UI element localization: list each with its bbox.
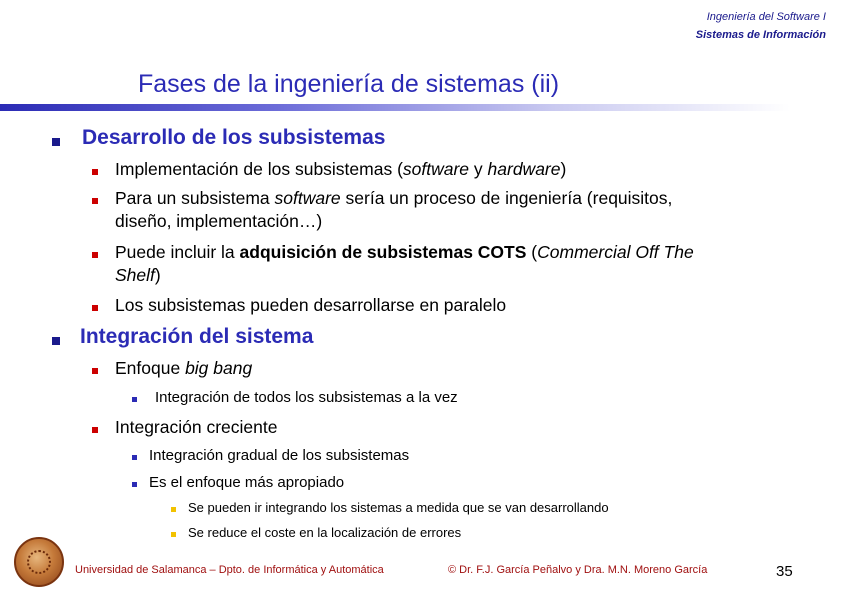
- list-item-subsistema-software: Para un subsistema software sería un proceso de ingeniería (requisitos,: [115, 188, 673, 208]
- sub-item-gradual: Integración gradual de los subsistemas: [149, 447, 410, 464]
- footer-copyright: © Dr. F.J. García Peñalvo y Dra. M.N. Moreno García: [448, 564, 708, 576]
- title-gradient-bar: [0, 104, 790, 111]
- bullet-square-icon: [171, 532, 176, 537]
- list-item-implementacion: Implementación de los subsistemas (software y hardware): [115, 159, 567, 179]
- list-item-subsistema-software-cont: diseño, implementación…): [115, 211, 323, 231]
- section-heading-integracion: Integración del sistema: [80, 325, 314, 348]
- header-course: Ingeniería del Software I: [706, 11, 826, 23]
- sub-sub-item-integrando: Se pueden ir integrando los sistemas a medida que se van desarrollando: [188, 500, 609, 515]
- university-seal-logo: [14, 537, 64, 587]
- bullet-square-icon: [52, 138, 60, 146]
- slide-title: Fases de la ingeniería de sistemas (ii): [138, 70, 560, 98]
- footer-university: Universidad de Salamanca – Dpto. de Informática y Automática: [75, 564, 384, 576]
- list-item-cots-cont: Shelf): [115, 265, 161, 285]
- header-subject: Sistemas de Información: [695, 29, 826, 41]
- bullet-square-icon: [92, 368, 98, 374]
- bullet-square-icon: [132, 397, 137, 402]
- list-item-big-bang: Enfoque big bang: [115, 358, 253, 378]
- sub-item-todos-a-la-vez: Integración de todos los subsistemas a la vez: [155, 389, 458, 406]
- bullet-square-icon: [92, 427, 98, 433]
- sub-sub-item-coste: Se reduce el coste en la localización de errores: [188, 525, 462, 540]
- list-item-paralelo: Los subsistemas pueden desarrollarse en paralelo: [115, 295, 507, 315]
- bullet-square-icon: [171, 507, 176, 512]
- bullet-square-icon: [92, 198, 98, 204]
- section-heading-desarrollo: Desarrollo de los subsistemas: [82, 126, 386, 149]
- bullet-square-icon: [92, 305, 98, 311]
- sub-item-apropiado: Es el enfoque más apropiado: [149, 474, 345, 491]
- bullet-square-icon: [92, 252, 98, 258]
- bullet-square-icon: [52, 337, 60, 345]
- page-number: 35: [776, 563, 793, 580]
- bullet-square-icon: [132, 482, 137, 487]
- bullet-square-icon: [92, 169, 98, 175]
- list-item-creciente: Integración creciente: [115, 417, 278, 437]
- bullet-square-icon: [132, 455, 137, 460]
- list-item-cots: Puede incluir la adquisición de subsistemas COTS (Commercial Off The: [115, 242, 694, 262]
